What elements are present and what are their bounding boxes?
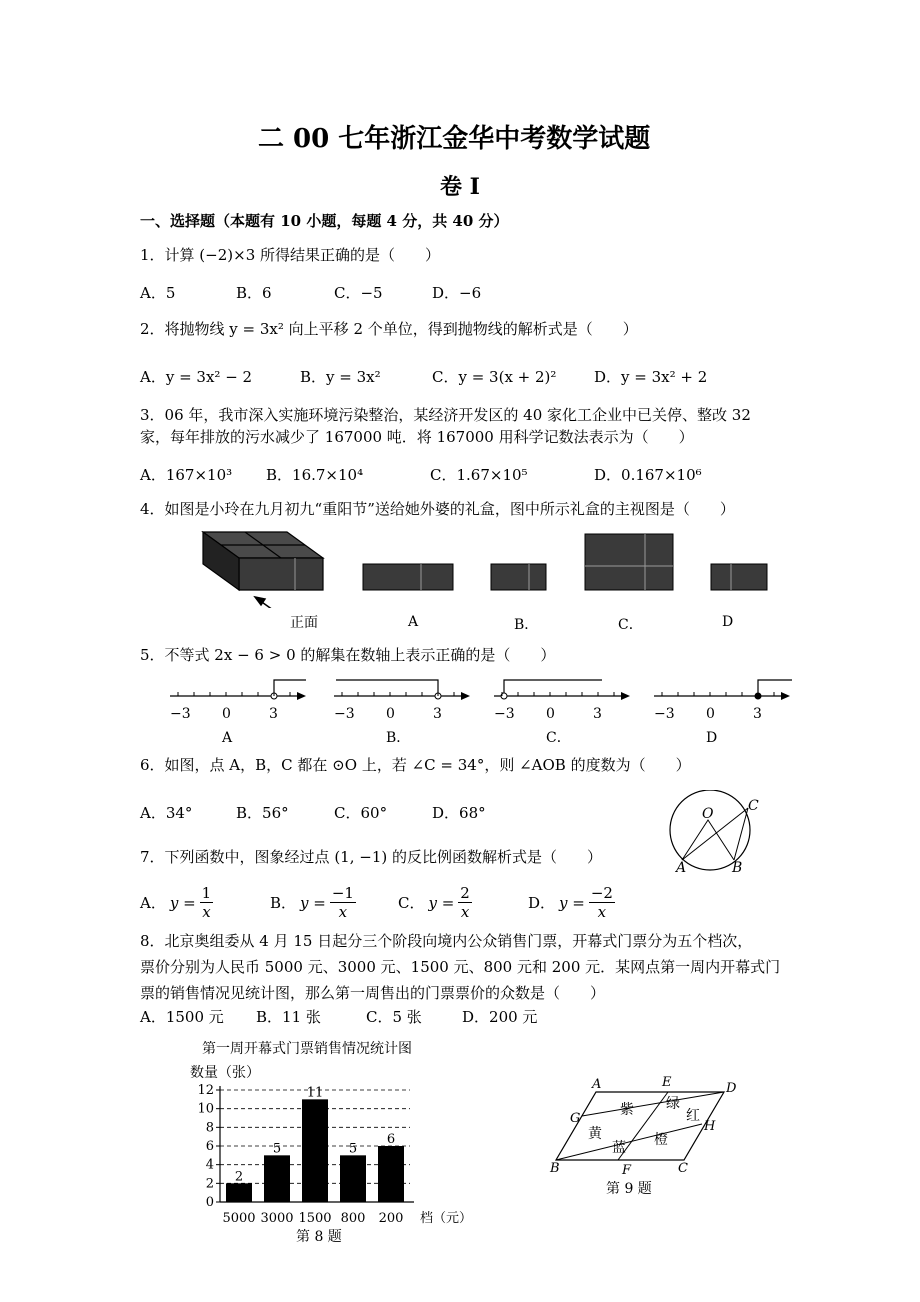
number-line-d <box>654 680 792 746</box>
tick-label: 0 <box>222 706 231 722</box>
question-3-option-c: C．1.67×10⁵ <box>430 466 528 484</box>
question-8-option-d: D．200 元 <box>462 1008 538 1026</box>
question-5-stem: 5．不等式 2x − 6 > 0 的解集在数轴上表示正确的是（ ） <box>140 646 556 664</box>
point-c: C <box>748 798 759 814</box>
question-2-option-b: B．y = 3x² <box>300 368 381 386</box>
point-c: C <box>678 1161 688 1174</box>
question-3-option-d: D．0.167×10⁶ <box>594 466 702 484</box>
bar <box>378 1146 404 1202</box>
option-b-view <box>491 564 546 590</box>
option-label: C． <box>546 730 571 746</box>
option-label: A <box>222 730 233 746</box>
tick-label: −3 <box>334 706 355 722</box>
region-orange: 橙 <box>654 1132 668 1148</box>
question-4-stem: 4．如图是小玲在九月初九“重阳节”送给她外婆的礼盒，图中所示礼盒的主视图是（ ） <box>140 500 735 518</box>
tick-label: 3 <box>433 706 442 722</box>
x-tick-label: 200 <box>378 1211 404 1226</box>
ticket-sales-bar-chart <box>190 1080 490 1230</box>
parallelogram-figure <box>548 1074 738 1174</box>
x-tick-label: 800 <box>340 1211 366 1226</box>
question-2-option-d: D．y = 3x² + 2 <box>594 368 708 386</box>
tick-label: −3 <box>170 706 191 722</box>
bar <box>302 1099 328 1202</box>
question-8-stem-line-3: 票的销售情况见统计图，那么第一周售出的门票票价的众数是（ ） <box>140 984 606 1002</box>
denominator: x <box>338 903 348 921</box>
question-4-label-a: A <box>408 614 419 630</box>
question-8-option-c: C．5 张 <box>366 1008 422 1026</box>
point-g: G <box>570 1111 581 1126</box>
point-o: O <box>702 806 714 822</box>
region-green: 绿 <box>666 1096 680 1112</box>
question-6-circle-figure <box>662 790 772 874</box>
option-label: B． <box>386 730 411 746</box>
option-label: D <box>706 730 718 746</box>
question-4-label-front: 正面 <box>290 615 318 631</box>
question-6-option-b: B．56° <box>236 804 289 822</box>
question-7-stem: 7．下列函数中，图象经过点 (1, −1) 的反比例函数解析式是（ ） <box>140 848 602 866</box>
bar-value-label: 2 <box>234 1169 244 1185</box>
denominator: x <box>202 903 211 921</box>
region-purple: 紫 <box>620 1102 634 1118</box>
question-7-option-b <box>270 884 356 921</box>
tick-label: 3 <box>753 706 762 722</box>
front-arrow <box>255 597 287 608</box>
y-tick-label: 10 <box>197 1101 214 1117</box>
number-line-c <box>494 680 630 746</box>
x-axis-label: 档（元） <box>420 1211 473 1226</box>
x-tick-label: 5000 <box>222 1211 256 1226</box>
bar <box>340 1155 366 1202</box>
question-6-option-d: D．68° <box>432 804 486 822</box>
question-6-option-a: A．34° <box>140 804 193 822</box>
y-tick-label: 8 <box>205 1120 214 1136</box>
option-lhs: y = <box>300 893 326 912</box>
fig9-caption: 第 9 题 <box>606 1181 652 1197</box>
y-tick-label: 12 <box>197 1083 214 1098</box>
point-h: H <box>704 1119 716 1134</box>
denominator: x <box>597 903 607 921</box>
x-tick-label: 1500 <box>298 1211 332 1226</box>
section-heading: 一、选择题（本题有 10 小题，每题 4 分，共 40 分） <box>140 212 509 230</box>
point-d: D <box>726 1081 737 1096</box>
question-8-option-b: B．11 张 <box>256 1008 321 1026</box>
page-title: 二 00 七年浙江金华中考数学试题 <box>258 124 651 154</box>
point-b: B <box>732 860 743 874</box>
question-5-number-lines <box>160 672 800 752</box>
question-6-option-c: C．60° <box>334 804 388 822</box>
tick-label: −3 <box>494 706 515 722</box>
denominator: x <box>460 903 470 921</box>
option-letter: B． <box>270 894 297 912</box>
bar-value-label: 11 <box>306 1085 324 1101</box>
bar-value-label: 6 <box>386 1132 396 1147</box>
point-a: A <box>592 1077 602 1092</box>
question-3-option-a: A．167×10³ <box>140 466 233 484</box>
question-3-stem-line-2: 家，每年排放的污水减少了 167000 吨．将 167000 用科学记数法表示为（ ） <box>140 428 694 446</box>
question-6-stem: 6．如图，点 A，B，C 都在 ⊙O 上，若 ∠C = 34°，则 ∠AOB 的度数为（ ） <box>140 756 691 774</box>
question-3-stem-line-1: 3．06 年，我市深入实施环境污染整治，某经济开发区的 40 家化工企业中已关停、整改 32 <box>140 406 751 424</box>
bar <box>226 1183 252 1202</box>
x-tick-label: 3000 <box>260 1211 294 1226</box>
question-4-label-d: D <box>722 614 734 630</box>
tick-label: −3 <box>654 706 675 722</box>
question-1-option-d: D．−6 <box>432 284 482 302</box>
number-line-b <box>334 680 470 746</box>
tick-label: 0 <box>706 706 715 722</box>
fraction <box>589 884 615 921</box>
question-8-stem-line-2: 票价分别为人民币 5000 元、3000 元、1500 元、800 元和 200 元．某网点第一周内开幕式门 <box>140 958 781 976</box>
option-lhs: y = <box>428 893 455 912</box>
y-tick-label: 2 <box>205 1176 214 1192</box>
region-blue: 蓝 <box>612 1140 626 1156</box>
question-1-stem: 1．计算 (−2)×3 所得结果正确的是（ ） <box>140 246 441 264</box>
chart-ylabel: 数量（张） <box>190 1065 260 1081</box>
question-1-option-c: C．−5 <box>334 284 383 302</box>
question-4-figure <box>195 528 795 608</box>
question-1-option-a: A．5 <box>140 284 176 302</box>
chart-title: 第一周开幕式门票销售情况统计图 <box>202 1041 412 1057</box>
question-4-label-b: B． <box>514 617 539 633</box>
option-d-view <box>711 564 767 590</box>
fraction <box>330 884 356 921</box>
number-line-a <box>170 680 306 746</box>
bar-value-label: 5 <box>272 1141 282 1157</box>
question-3-option-b: B．16.7×10⁴ <box>266 466 364 484</box>
fraction <box>458 884 472 921</box>
bar-value-label: 5 <box>348 1141 358 1157</box>
tick-label: 0 <box>546 706 555 722</box>
y-tick-label: 0 <box>205 1195 214 1210</box>
numerator: −2 <box>590 884 613 902</box>
y-tick-label: 4 <box>205 1157 214 1173</box>
question-4-label-c: C． <box>618 617 643 633</box>
question-7-option-c <box>398 884 472 921</box>
question-1-option-b: B．6 <box>236 284 272 302</box>
numerator: 2 <box>460 884 470 902</box>
chart-caption: 第 8 题 <box>296 1229 342 1245</box>
question-2-option-a: A．y = 3x² − 2 <box>140 368 253 386</box>
option-c-view <box>585 534 673 590</box>
question-8-option-a: A．1500 元 <box>140 1008 224 1026</box>
region-yellow: 黄 <box>588 1126 602 1142</box>
question-7-option-d <box>528 884 615 921</box>
tick-label: 3 <box>593 706 602 722</box>
point-a: A <box>676 860 687 874</box>
point-b: B <box>550 1161 560 1174</box>
paper-subtitle: 卷 I <box>440 174 480 200</box>
tick-label: 3 <box>269 706 278 722</box>
question-2-option-c: C．y = 3(x + 2)² <box>432 368 557 386</box>
gift-box-3d <box>203 532 323 590</box>
region-red: 红 <box>686 1108 700 1124</box>
option-a-view <box>363 564 453 590</box>
option-lhs: y = <box>559 893 585 912</box>
question-7-option-a <box>140 884 213 921</box>
fraction <box>200 884 214 921</box>
point-e: E <box>662 1075 672 1090</box>
tick-label: 0 <box>386 706 395 722</box>
y-tick-label: 6 <box>205 1139 214 1154</box>
numerator: −1 <box>331 884 354 902</box>
numerator: 1 <box>201 884 212 902</box>
option-letter: A． <box>140 894 166 912</box>
point-f: F <box>622 1163 632 1174</box>
bar <box>264 1155 290 1202</box>
question-2-stem: 2．将抛物线 y = 3x² 向上平移 2 个单位，得到抛物线的解析式是（ ） <box>140 320 638 338</box>
option-lhs: y = <box>169 893 196 912</box>
option-letter: C． <box>398 894 425 912</box>
question-8-stem-line-1: 8．北京奥组委从 4 月 15 日起分三个阶段向境内公众销售门票，开幕式门票分为五个档次， <box>140 932 753 950</box>
option-letter: D． <box>528 894 556 912</box>
